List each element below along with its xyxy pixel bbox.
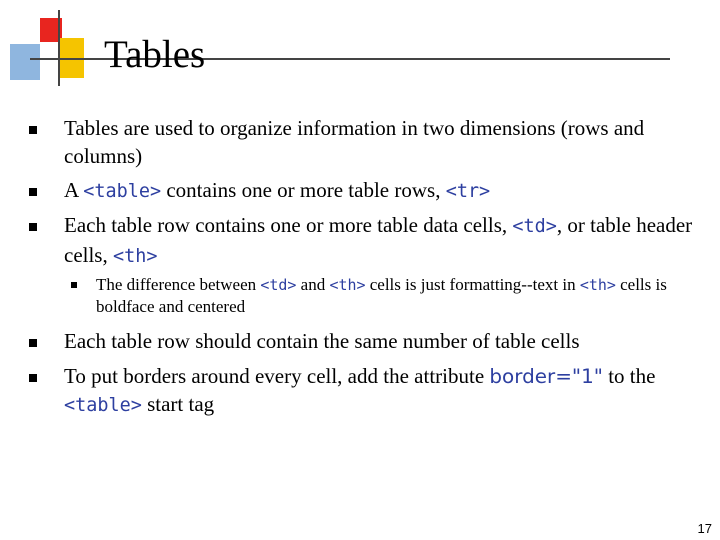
bullet-text: Each table row should contain the same number of table cells [64,329,580,353]
bullet-text: To put borders around every cell, add the attribute [64,364,490,388]
code-td-tag: <td> [260,276,297,294]
bullet-text: Tables are used to organize information in two dimensions (rows and columns) [64,116,645,168]
bullet-text: contains one or more table rows, [161,178,446,202]
sub-bullet-item [96,274,676,318]
bullet-text: Each table row contains one or more table data cells, [64,213,513,237]
bullet-text: The difference between [96,275,261,294]
bullet-marker [29,126,37,134]
bullet-item-4 [64,327,704,355]
code-th-tag: <th> [579,276,616,294]
bullet-text: cells is boldface and centered [96,275,667,316]
bullet-text: start tag [141,392,215,416]
code-th-tag: <th> [329,276,366,294]
bullet-marker [29,339,37,347]
bullet-item-5 [64,362,704,420]
bullet-text: , or table header cells, [64,213,693,267]
code-tr-tag: <tr> [445,181,491,202]
bullet-item-3 [64,211,704,271]
bullet-item-1 [64,114,704,170]
bullet-marker [29,188,37,196]
bullet-text: A [64,178,84,202]
bullet-text: and [296,275,330,294]
code-table-tag: <table> [83,181,162,202]
slide-title: Tables [104,33,206,76]
sub-bullet-marker [71,282,77,288]
code-table-tag: <table> [64,395,142,416]
code-border-attribute: border="1" [489,364,603,388]
code-th-tag: <th> [112,246,158,267]
bullet-marker [29,374,37,382]
bullet-text: cells is just formatting--text in [365,275,580,294]
bullet-text: to the [602,364,656,388]
code-td-tag: <td> [512,216,557,237]
bullet-marker [29,223,37,231]
bullet-item-2 [64,176,704,206]
page-number: 17 [697,521,712,536]
